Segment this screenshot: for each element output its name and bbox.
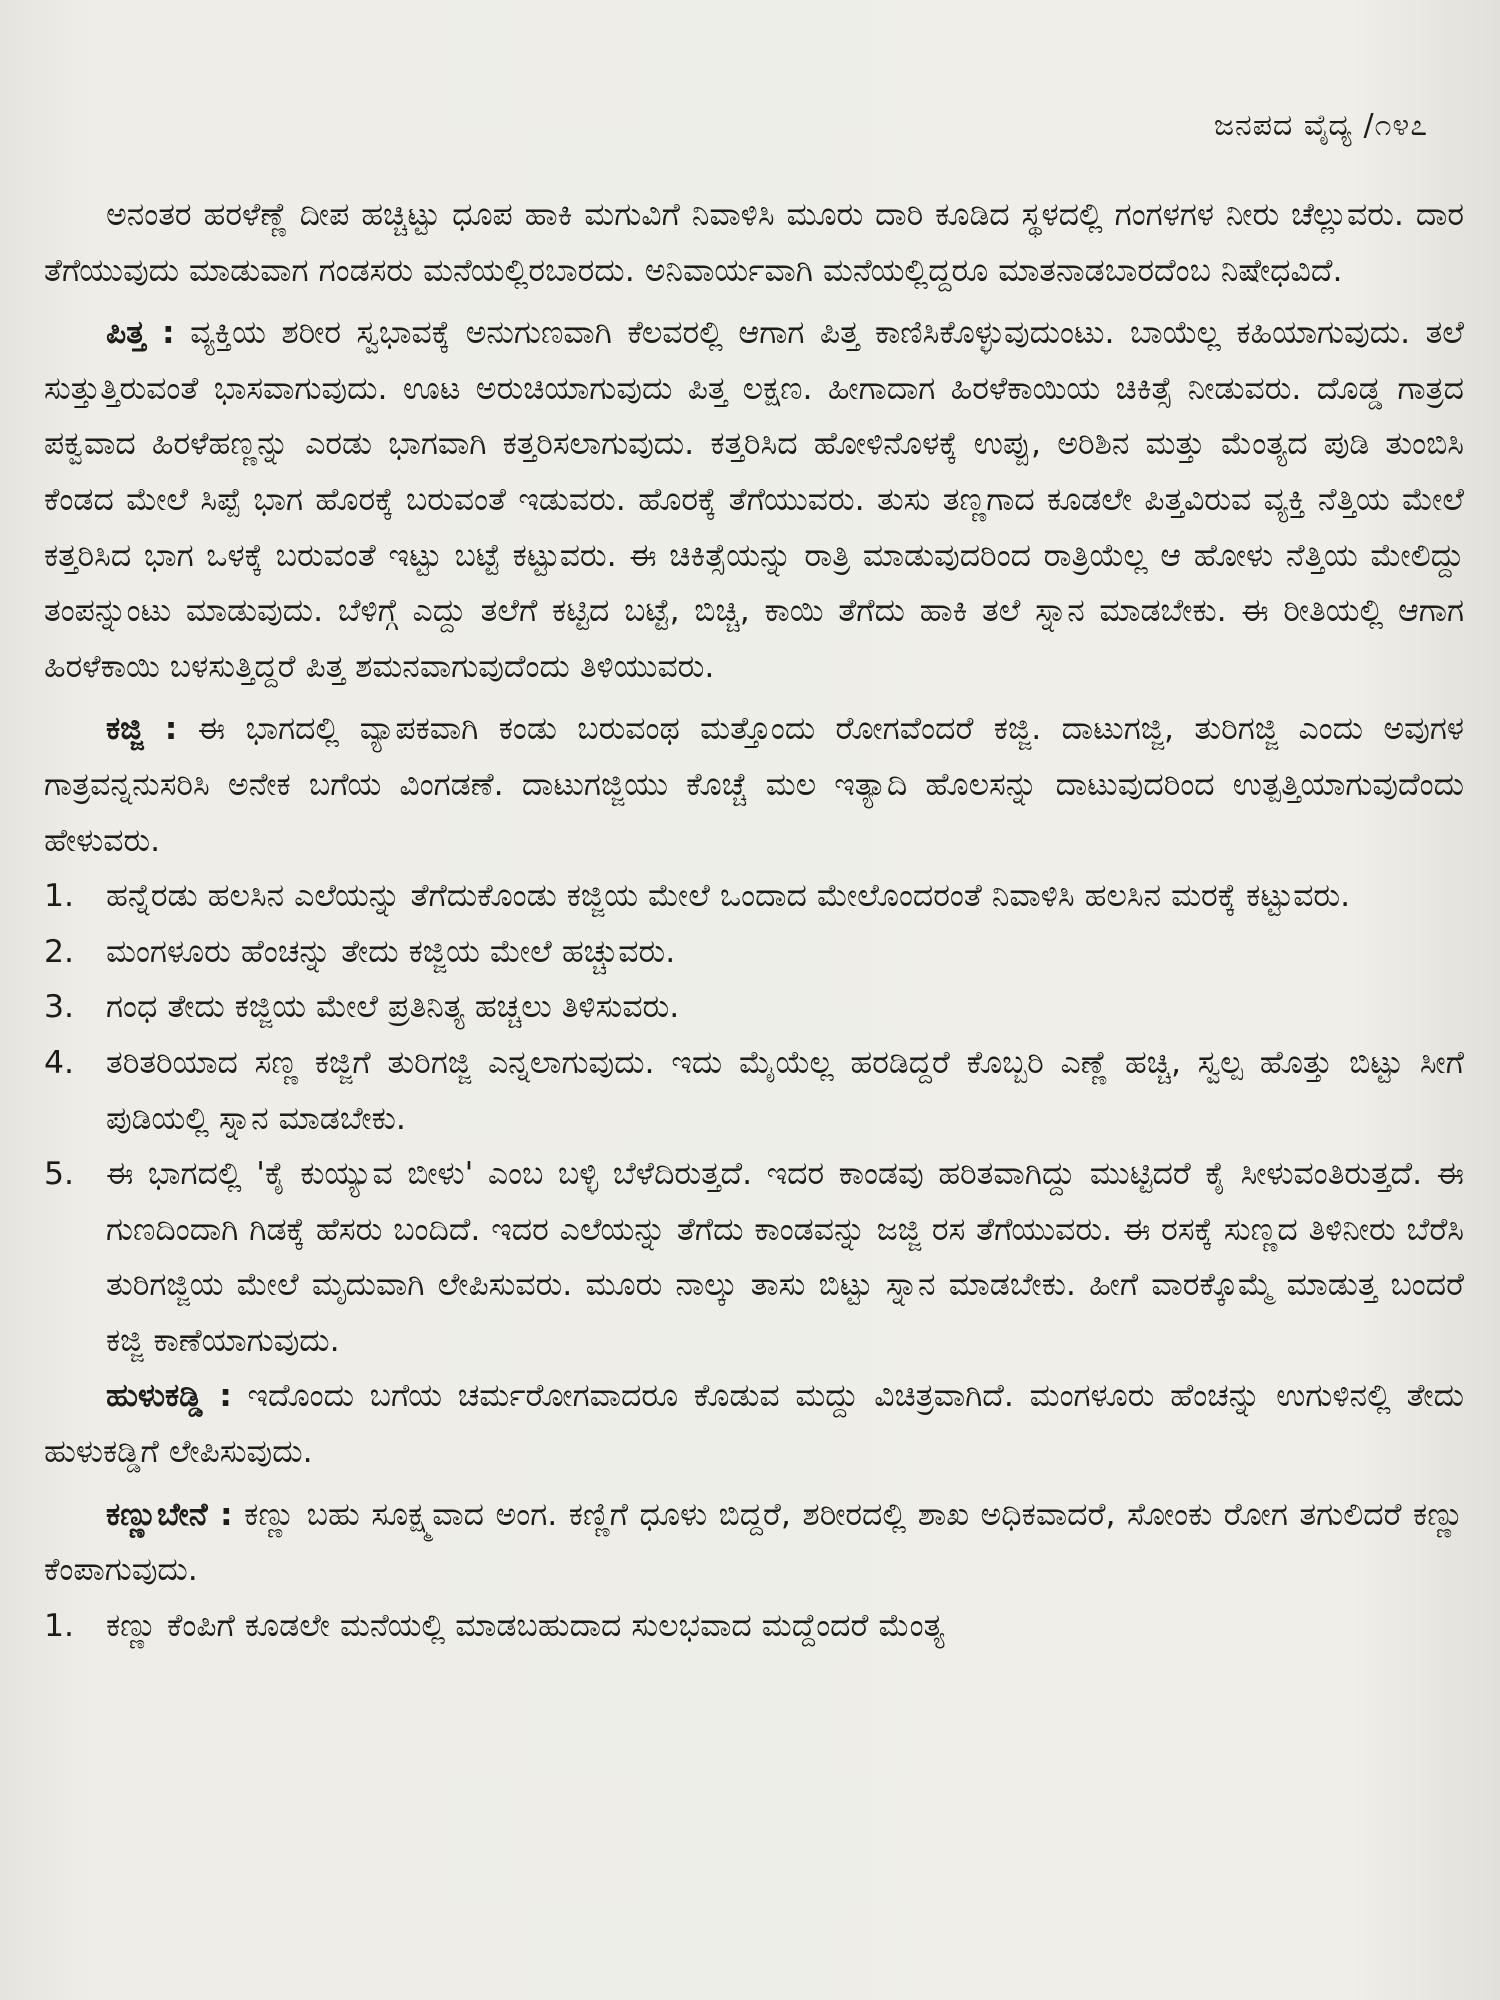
page-body xyxy=(44,188,1464,1654)
list-item xyxy=(44,869,1464,925)
section-term: ಕಣ್ಣುಬೇನೆ : xyxy=(106,1496,233,1533)
list-item xyxy=(44,1147,1464,1369)
paragraph-hulukaddi xyxy=(44,1369,1464,1480)
paragraph-text: ಇದೊಂದು ಬಗೆಯ ಚರ್ಮರೋಗವಾದರೂ ಕೊಡುವ ಮದ್ದು ವಿಚಿತ್ರವಾಗಿದೆ. ಮಂಗಳೂರು ಹೆಂಚನ್ನು ಉಗುಳಿನಲ್ಲಿ ತೇದು ಹುಳುಕಡ್ಡಿಗೆ ಲೇಪಿಸುವುದು. xyxy=(44,1378,1464,1471)
list-item xyxy=(44,925,1464,981)
list-number: 1. xyxy=(44,878,75,915)
paragraph: ಅನಂತರ ಹರಳೆಣ್ಣೆ ದೀಪ ಹಚ್ಚಿಟ್ಟು ಧೂಪ ಹಾಕಿ ಮಗುವಿಗೆ ನಿವಾಳಿಸಿ ಮೂರು ದಾರಿ ಕೂಡಿದ ಸ್ಥಳದಲ್ಲಿ ಗಂಗಳಗಳ ನೀರು ಚೆಲ್ಲುವರು. ದಾರ ತೆಗೆಯುವುದು ಮಾಡುವಾಗ ಗಂಡಸರು ಮನೆಯಲ್ಲಿರಬಾರದು. ಅನಿವಾರ್ಯವಾಗಿ ಮನೆಯಲ್ಲಿದ್ದರೂ ಮಾತನಾಡಬಾರದೆಂಬ ನಿಷೇಧವಿದೆ. xyxy=(44,197,1464,289)
list-text: ಈ ಭಾಗದಲ್ಲಿ 'ಕೈ ಕುಯ್ಯುವ ಬೀಳು' ಎಂಬ ಬಳ್ಳಿ ಬೆಳೆದಿರುತ್ತದೆ. ಇದರ ಕಾಂಡವು ಹರಿತವಾಗಿದ್ದು ಮುಟ್ಟಿದರೆ ಕೈ ಸೀಳುವಂತಿರುತ್ತದೆ. ಈ ಗುಣದಿಂದಾಗಿ ಗಿಡಕ್ಕೆ ಹೆಸರು ಬಂದಿದೆ. ಇದರ ಎಲೆಯನ್ನು ತೆಗೆದು ಕಾಂಡವನ್ನು ಜಜ್ಜಿ ರಸ ತೆಗೆಯುವರು. ಈ ರಸಕ್ಕೆ ಸುಣ್ಣದ ತಿಳಿನೀರು ಬೆರೆಸಿ ತುರಿಗಜ್ಜಿಯ ಮೇಲೆ ಮೃದುವಾಗಿ ಲೇಪಿಸುವರು. ಮೂರು ನಾಲ್ಕು ತಾಸು ಬಿಟ್ಟು ಸ್ನಾನ ಮಾಡಬೇಕು. ಹೀಗೆ ವಾರಕ್ಕೊಮ್ಮೆ ಮಾಡುತ್ತ ಬಂದರೆ ಕಜ್ಜಿ ಕಾಣೆಯಾಗುವುದು. xyxy=(106,1156,1464,1359)
paragraph-text: ಕಣ್ಣು ಬಹು ಸೂಕ್ಷ್ಮವಾದ ಅಂಗ. ಕಣ್ಣಿಗೆ ಧೂಳು ಬಿದ್ದರೆ, ಶರೀರದಲ್ಲಿ ಶಾಖ ಅಧಿಕವಾದರೆ, ಸೋಂಕು ರೋಗ ತಗುಲಿದರೆ ಕಣ್ಣು ಕೆಂಪಾಗುವುದು. xyxy=(44,1496,1464,1589)
list-number: 1. xyxy=(44,1607,75,1644)
paragraph-pitta xyxy=(44,306,1464,695)
list-number: 5. xyxy=(44,1156,75,1193)
list-number: 2. xyxy=(44,933,75,970)
paragraph-kannubene xyxy=(44,1488,1464,1599)
list-number: 3. xyxy=(44,989,75,1026)
paragraph-kajji xyxy=(44,702,1464,869)
list-number: 4. xyxy=(44,1044,75,1081)
list-text: ಕಣ್ಣು ಕೆಂಪಿಗೆ ಕೂಡಲೇ ಮನೆಯಲ್ಲಿ ಮಾಡಬಹುದಾದ ಸುಲಭವಾದ ಮದ್ದೆಂದರೆ ಮೆಂತ್ಯ xyxy=(106,1607,945,1644)
list-text: ಗಂಧ ತೇದು ಕಜ್ಜಿಯ ಮೇಲೆ ಪ್ರತಿನಿತ್ಯ ಹಚ್ಚಲು ತಿಳಿಸುವರು. xyxy=(106,989,680,1026)
running-header: ಜನಪದ ವೈದ್ಯ /೧೪೭ xyxy=(1213,108,1428,143)
list-text: ಮಂಗಳೂರು ಹೆಂಚನ್ನು ತೇದು ಕಜ್ಜಿಯ ಮೇಲೆ ಹಚ್ಚುವರು. xyxy=(106,933,676,970)
list-item xyxy=(44,1036,1464,1147)
section-term: ಹುಳುಕಡ್ಡಿ : xyxy=(106,1378,232,1415)
list-text: ಹನ್ನೆರಡು ಹಲಸಿನ ಎಲೆಯನ್ನು ತೆಗೆದುಕೊಂಡು ಕಜ್ಜಿಯ ಮೇಲೆ ಒಂದಾದ ಮೇಲೊಂದರಂತೆ ನಿವಾಳಿಸಿ ಹಲಸಿನ ಮರಕ್ಕೆ ಕಟ್ಟುವರು. xyxy=(106,878,1351,915)
paragraph-text: ವ್ಯಕ್ತಿಯ ಶರೀರ ಸ್ವಭಾವಕ್ಕೆ ಅನುಗುಣವಾಗಿ ಕೆಲವರಲ್ಲಿ ಆಗಾಗ ಪಿತ್ತ ಕಾಣಿಸಿಕೊಳ್ಳುವುದುಂಟು. ಬಾಯೆಲ್ಲ ಕಹಿಯಾಗುವುದು. ತಲೆ ಸುತ್ತುತ್ತಿರುವಂತೆ ಭಾಸವಾಗುವುದು. ಊಟ ಅರುಚಿಯಾಗುವುದು ಪಿತ್ತ ಲಕ್ಷಣ. ಹೀಗಾದಾಗ ಹಿರಳೆಕಾಯಿಯ ಚಿಕಿತ್ಸೆ ನೀಡುವರು. ದೊಡ್ಡ ಗಾತ್ರದ ಪಕ್ವವಾದ ಹಿರಳೆಹಣ್ಣನ್ನು ಎರಡು ಭಾಗವಾಗಿ ಕತ್ತರಿಸಲಾಗುವುದು. ಕತ್ತರಿಸಿದ ಹೋಳಿನೊಳಕ್ಕೆ ಉಪ್ಪು, ಅರಿಶಿನ ಮತ್ತು ಮೆಂತ್ಯದ ಪುಡಿ ತುಂಬಿಸಿ ಕೆಂಡದ ಮೇಲೆ ಸಿಪ್ಪೆ ಭಾಗ ಹೊರಕ್ಕೆ ಬರುವಂತೆ ಇಡುವರು. ಹೊರಕ್ಕೆ ತೆಗೆಯುವರು. ತುಸು ತಣ್ಣಗಾದ ಕೂಡಲೇ ಪಿತ್ತವಿರುವ ವ್ಯಕ್ತಿ ನೆತ್ತಿಯ ಮೇಲೆ ಕತ್ತರಿಸಿದ ಭಾಗ ಒಳಕ್ಕೆ ಬರುವಂತೆ ಇಟ್ಟು ಬಟ್ಟೆ ಕಟ್ಟುವರು. ಈ ಚಿಕಿತ್ಸೆಯನ್ನು ರಾತ್ರಿ ಮಾಡುವುದರಿಂದ ರಾತ್ರಿಯೆಲ್ಲ ಆ ಹೋಳು ನೆತ್ತಿಯ ಮೇಲಿದ್ದು ತಂಪನ್ನುಂಟು ಮಾಡುವುದು. ಬೆಳಿಗ್ಗೆ ಎದ್ದು ತಲೆಗೆ ಕಟ್ಟಿದ ಬಟ್ಟೆ, ಬಿಚ್ಚಿ, ಕಾಯಿ ತೆಗೆದು ಹಾಕಿ ತಲೆ ಸ್ನಾನ ಮಾಡಬೇಕು. ಈ ರೀತಿಯಲ್ಲಿ ಆಗಾಗ ಹಿರಳೆಕಾಯಿ ಬಳಸುತ್ತಿದ್ದರೆ ಪಿತ್ತ ಶಮನವಾಗುವುದೆಂದು ತಿಳಿಯುವರು. xyxy=(44,315,1464,685)
section-term: ಪಿತ್ತ : xyxy=(106,315,175,352)
paragraph-text: ಈ ಭಾಗದಲ್ಲಿ ವ್ಯಾಪಕವಾಗಿ ಕಂಡು ಬರುವಂಥ ಮತ್ತೊಂದು ರೋಗವೆಂದರೆ ಕಜ್ಜಿ. ದಾಟುಗಜ್ಜಿ, ತುರಿಗಜ್ಜಿ ಎಂದು ಅವುಗಳ ಗಾತ್ರವನ್ನನುಸರಿಸಿ ಅನೇಕ ಬಗೆಯ ವಿಂಗಡಣೆ. ದಾಟುಗಜ್ಜಿಯು ಕೊಚ್ಚೆ ಮಲ ಇತ್ಯಾದಿ ಹೊಲಸನ್ನು ದಾಟುವುದರಿಂದ ಉತ್ಪತ್ತಿಯಾಗುವುದೆಂದು ಹೇಳುವರು. xyxy=(44,711,1464,859)
list-item xyxy=(44,1599,1464,1655)
section-term: ಕಜ್ಜಿ : xyxy=(106,711,178,748)
list-item xyxy=(44,980,1464,1036)
list-text: ತರಿತರಿಯಾದ ಸಣ್ಣ ಕಜ್ಜಿಗೆ ತುರಿಗಜ್ಜಿ ಎನ್ನಲಾಗುವುದು. ಇದು ಮೈಯೆಲ್ಲ ಹರಡಿದ್ದರೆ ಕೊಬ್ಬರಿ ಎಣ್ಣೆ ಹಚ್ಚಿ, ಸ್ವಲ್ಪ ಹೊತ್ತು ಬಿಟ್ಟು ಸೀಗೆ ಪುಡಿಯಲ್ಲಿ ಸ್ನಾನ ಮಾಡಬೇಕು. xyxy=(106,1044,1464,1137)
